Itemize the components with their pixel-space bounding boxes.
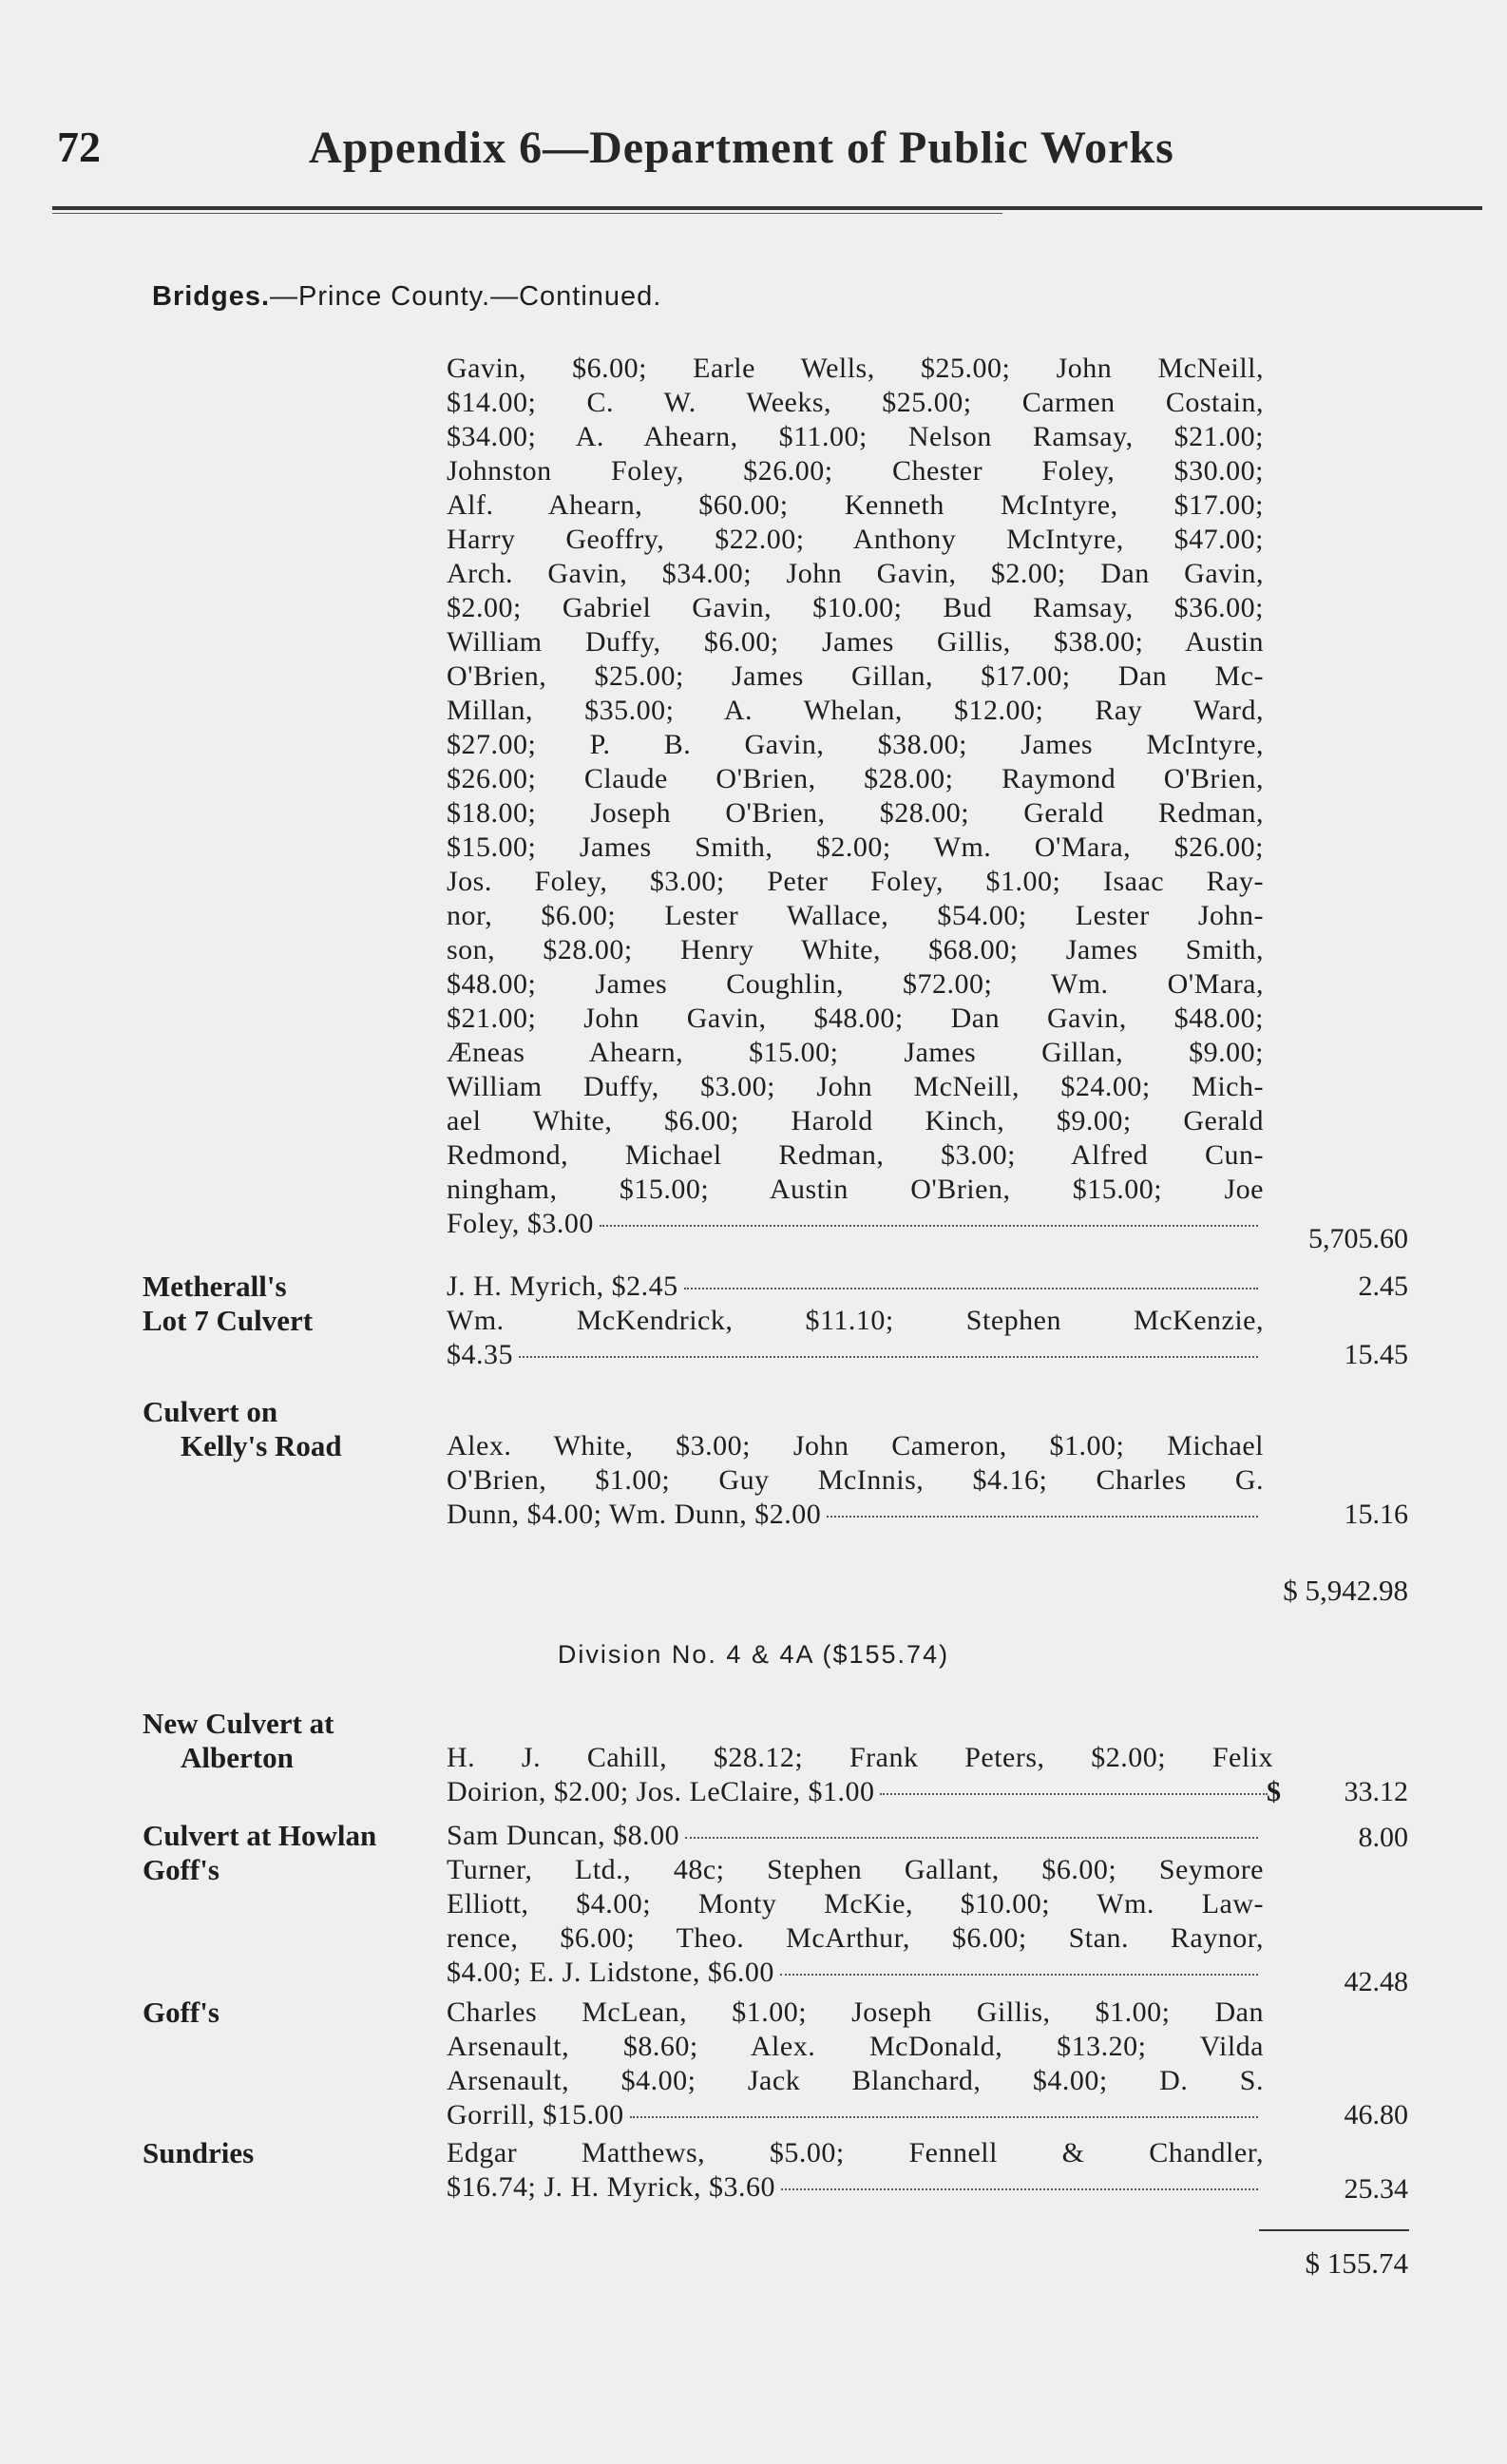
entry-text-line: H. J. Cahill, $28.12; Frank Peters, $2.00; Felix — [447, 1742, 1273, 1773]
entry-text-line-last — [447, 1498, 1264, 1532]
entry-amount: 25.34 — [1344, 2173, 1408, 2205]
entry-text-line: Gavin, $6.00; Earle Wells, $25.00; John McNeill, — [447, 353, 1264, 384]
entry-text-line: $26.00; Claude O'Brien, $28.00; Raymond O'Brien, — [447, 763, 1264, 794]
dot-leader — [600, 1225, 1258, 1227]
entry-text-line: rence, $6.00; Theo. McArthur, $6.00; Stan. Raynor, — [447, 1922, 1264, 1954]
entry-text-line: $34.00; A. Ahearn, $11.00; Nelson Ramsay, $21.00; — [447, 421, 1264, 452]
entry-text-line-last — [447, 1338, 1264, 1372]
entry-amount: 2.45 — [1358, 1270, 1408, 1302]
entry-text-line: nor, $6.00; Lester Wallace, $54.00; Lester John- — [447, 900, 1264, 931]
entry-label: Sundries — [143, 2136, 255, 2169]
entry-amount: 46.80 — [1344, 2099, 1408, 2130]
entry-text-line-last — [447, 2170, 1264, 2205]
entry-text-line-last — [447, 1775, 1273, 1809]
entry-label: Goff's — [143, 1853, 219, 1886]
entry-text — [447, 1304, 1264, 1372]
entry-text-line: Foley, $3.00 — [447, 1208, 594, 1239]
entry-text-line: $16.74; J. H. Myrick, $3.60 — [447, 2171, 775, 2203]
entry-text-line: Doirion, $2.00; Jos. LeClaire, $1.00 — [447, 1776, 875, 1807]
entry-text-line: Johnston Foley, $26.00; Chester Foley, $30.00; — [447, 455, 1264, 487]
section-heading-bold: Bridges. — [152, 281, 271, 312]
entry-text-line: William Duffy, $6.00; James Gillis, $38.00; Austin — [447, 626, 1264, 658]
entry-amount: 8.00 — [1358, 1822, 1408, 1853]
entry-text-line: Æneas Ahearn, $15.00; James Gillan, $9.00; — [447, 1037, 1264, 1068]
entry-text-line-last — [447, 1956, 1264, 1990]
entry-amount: 33.12 — [1344, 1776, 1408, 1807]
entry-text-line: O'Brien, $1.00; Guy McInnis, $4.16; Charles G. — [447, 1464, 1264, 1496]
dot-leader — [685, 1837, 1258, 1839]
entry-text — [447, 1270, 1264, 1304]
entry-label: Culvert at Howlan — [143, 1819, 377, 1852]
entry-amount: 15.45 — [1344, 1339, 1408, 1370]
entry-text-line: O'Brien, $25.00; James Gillan, $17.00; Dan Mc- — [447, 660, 1264, 692]
dot-leader — [880, 1793, 1268, 1795]
entry-text — [447, 1853, 1264, 1990]
page-number: 72 — [57, 123, 101, 171]
entry-amount: 15.16 — [1344, 1499, 1408, 1530]
entry-text-line: Arsenault, $8.60; Alex. McDonald, $13.20; Vilda — [447, 2031, 1264, 2062]
entry-text-line: Wm. McKendrick, $11.10; Stephen McKenzie, — [447, 1305, 1264, 1336]
entry-text — [447, 1819, 1264, 1853]
entry-text-line-last — [447, 2098, 1264, 2132]
entry-text — [447, 1996, 1264, 2132]
entry-text-line: Redmond, Michael Redman, $3.00; Alfred Cun- — [447, 1139, 1264, 1171]
entry-label-line2: Alberton — [181, 1741, 294, 1774]
section-heading-rest: —Prince County.—Continued. — [270, 281, 662, 312]
entry-text-line: $27.00; P. B. Gavin, $38.00; James McIntyre, — [447, 729, 1264, 760]
entry-text-line: $4.35 — [447, 1339, 513, 1370]
entry-text-line: Arsenault, $4.00; Jack Blanchard, $4.00; D. S. — [447, 2065, 1264, 2096]
total-rule — [1259, 2229, 1409, 2231]
entry-amount: 42.48 — [1344, 1966, 1408, 1997]
entry-text — [447, 1741, 1273, 1809]
running-title: Appendix 6—Department of Public Works — [309, 123, 1174, 173]
entry-text-line: Elliott, $4.00; Monty McKie, $10.00; Wm. Law- — [447, 1888, 1264, 1920]
entry-text — [447, 1429, 1264, 1532]
dot-leader — [827, 1516, 1258, 1518]
entry-text-line: William Duffy, $3.00; John McNeill, $24.00; Mich- — [447, 1071, 1264, 1102]
entry-label — [143, 1395, 342, 1463]
entry-amount: 5,705.60 — [1308, 1223, 1408, 1254]
entry-text-line: Alf. Ahearn, $60.00; Kenneth McIntyre, $17.00; — [447, 489, 1264, 521]
entry-text-line: Millan, $35.00; A. Whelan, $12.00; Ray Ward, — [447, 695, 1264, 726]
entry-text-line: Jos. Foley, $3.00; Peter Foley, $1.00; Isaac Ray- — [447, 866, 1264, 897]
entry-text-line: $15.00; James Smith, $2.00; Wm. O'Mara, $26.00; — [447, 831, 1264, 863]
entry-label — [143, 1707, 334, 1775]
entry-text-line: Sam Duncan, $8.00 — [447, 1820, 680, 1851]
section-heading — [152, 281, 661, 313]
header-rule-thin — [52, 213, 1002, 214]
entry-text-line: $4.00; E. J. Lidstone, $6.00 — [447, 1957, 774, 1988]
entry-text-line: $48.00; James Coughlin, $72.00; Wm. O'Mara, — [447, 968, 1264, 1000]
dollar-sign: $ — [1267, 1776, 1281, 1807]
entry-text-line: ningham, $15.00; Austin O'Brien, $15.00; Joe — [447, 1174, 1264, 1205]
header-rule — [52, 206, 1482, 210]
entry-text — [447, 2136, 1264, 2205]
dot-leader — [519, 1356, 1258, 1358]
page-header — [57, 122, 1482, 179]
entry-label: Lot 7 Culvert — [143, 1304, 314, 1337]
entry-text-line: Dunn, $4.00; Wm. Dunn, $2.00 — [447, 1499, 822, 1530]
entry-text-line: Charles McLean, $1.00; Joseph Gillis, $1.00; Dan — [447, 1996, 1264, 2028]
entry-text-line: Gorrill, $15.00 — [447, 2099, 624, 2130]
entry-text-line: $14.00; C. W. Weeks, $25.00; Carmen Costain, — [447, 387, 1264, 418]
entry-text-line: $18.00; Joseph O'Brien, $28.00; Gerald Redman, — [447, 797, 1264, 829]
entry-label-line1: New Culvert at — [143, 1707, 334, 1740]
entry-text-line: Harry Geoffry, $22.00; Anthony McIntyre, $47.00; — [447, 524, 1264, 555]
dot-leader — [630, 2116, 1258, 2118]
entry-label-line1: Culvert on — [143, 1395, 278, 1428]
entry-text-line-last — [447, 1207, 1264, 1241]
dot-leader — [684, 1288, 1258, 1289]
dot-leader — [781, 2188, 1258, 2190]
entry-text-line: J. H. Myrich, $2.45 — [447, 1270, 678, 1302]
entry-text-line: $2.00; Gabriel Gavin, $10.00; Bud Ramsay, $36.00; — [447, 592, 1264, 623]
entry-text-line: Alex. White, $3.00; John Cameron, $1.00; Michael — [447, 1430, 1264, 1461]
entry-text-line: ael White, $6.00; Harold Kinch, $9.00; Gerald — [447, 1105, 1264, 1136]
entry-text-line: Edgar Matthews, $5.00; Fennell & Chandler, — [447, 2137, 1264, 2168]
entry-text-line: son, $28.00; Henry White, $68.00; James Smith, — [447, 934, 1264, 965]
entry-text-line: $21.00; John Gavin, $48.00; Dan Gavin, $48.00; — [447, 1003, 1264, 1034]
division-4-total: $ 155.74 — [1305, 2246, 1408, 2280]
entry-text-line: Turner, Ltd., 48c; Stephen Gallant, $6.00; Seymore — [447, 1854, 1264, 1885]
entry-text — [447, 352, 1264, 1241]
division-heading: Division No. 4 & 4A ($155.74) — [557, 1640, 950, 1669]
entry-label: Metherall's — [143, 1270, 287, 1303]
entry-label-line2: Kelly's Road — [181, 1429, 342, 1462]
entry-label: Goff's — [143, 1996, 219, 2029]
division-3-total: $ 5,942.98 — [1283, 1574, 1408, 1607]
entry-text-line: Arch. Gavin, $34.00; John Gavin, $2.00; Dan Gavin, — [447, 558, 1264, 589]
dot-leader — [780, 1974, 1258, 1976]
